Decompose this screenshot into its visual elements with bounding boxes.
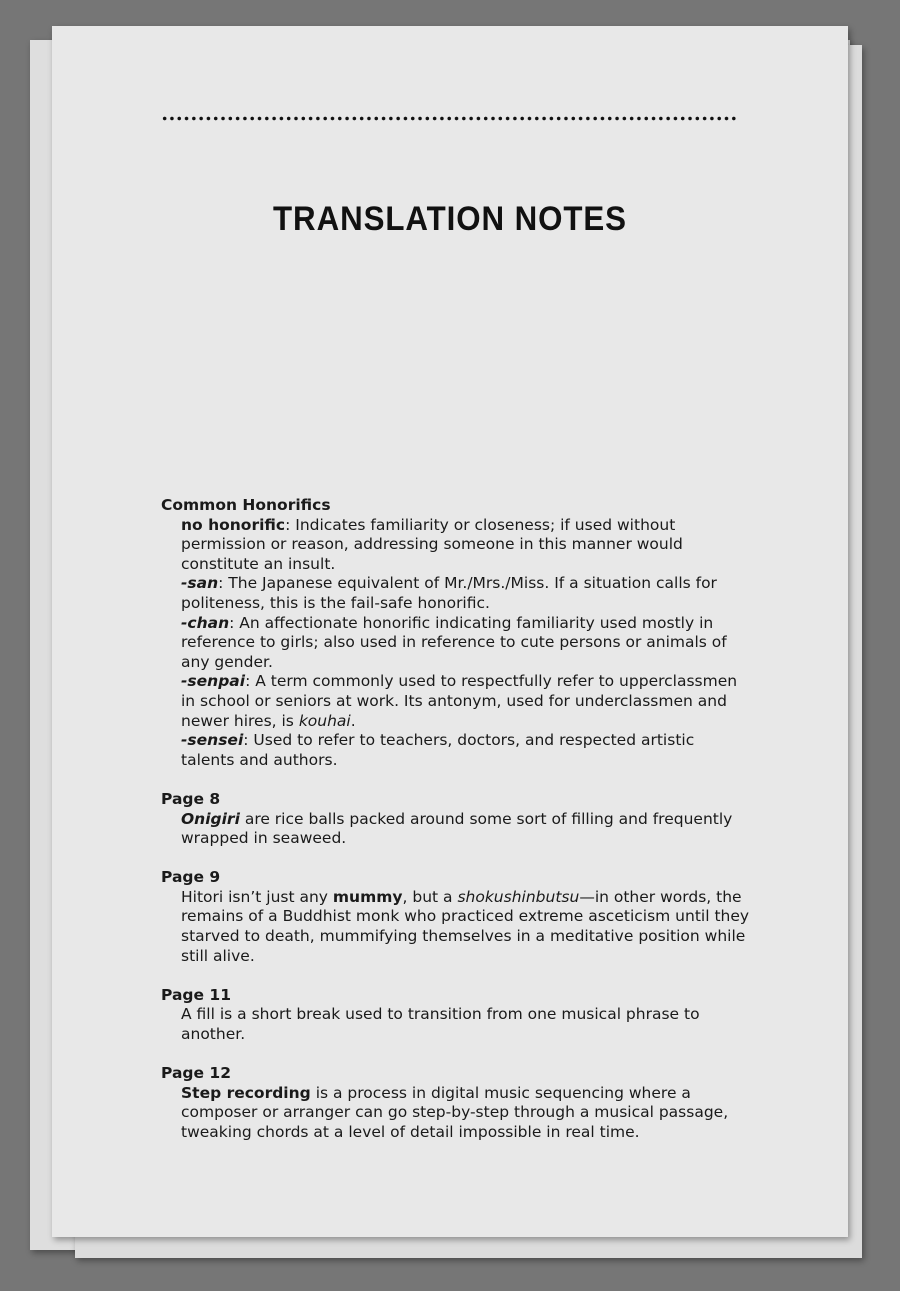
note-body: are rice balls packed around some sort of filling and frequently wrapped in seaweed. bbox=[181, 809, 733, 848]
term: -sensei bbox=[181, 731, 244, 750]
definition: : Indicates familiarity or closeness; if used without permission or reason, addressing someone in this manner would constitute an insult. bbox=[181, 515, 683, 573]
emphasis: shokushinbutsu bbox=[457, 887, 580, 906]
honorific-item bbox=[161, 574, 751, 613]
note-body: Hitori isn’t just any bbox=[181, 887, 333, 906]
page-title: TRANSLATION NOTES bbox=[273, 200, 627, 238]
note-text: A fill is a short break used to transition from one musical phrase to another. bbox=[181, 1005, 700, 1044]
honorific-item bbox=[161, 672, 751, 731]
term: -san bbox=[181, 574, 219, 593]
note-text bbox=[161, 1084, 751, 1143]
definition: : Used to refer to teachers, doctors, and respected artistic talents and authors. bbox=[181, 731, 695, 769]
note-text bbox=[161, 888, 751, 966]
honorific-item bbox=[161, 614, 751, 673]
term: -chan bbox=[181, 613, 230, 632]
definition: : A term commonly used to respectfully refer to upperclassmen in school or seniors at work. Its antonym, used for underclassmen and newer hires, is bbox=[181, 672, 738, 730]
term: Step recording bbox=[181, 1083, 311, 1102]
note-page-9 bbox=[161, 868, 751, 966]
dotted-divider bbox=[161, 116, 739, 121]
note-page-12 bbox=[161, 1064, 751, 1142]
note-heading: Page 12 bbox=[161, 1064, 231, 1083]
term: -senpai bbox=[181, 672, 246, 691]
definition: : An affectionate honorific indicating familiarity used mostly in reference to girls; also used in reference to cute persons or animals of any gender. bbox=[181, 613, 727, 671]
note-body: —in other words, the remains of a Buddhist monk who practiced extreme asceticism until they starved to death, mummifying themselves in a meditative position while still alive. bbox=[181, 887, 750, 965]
note-heading: Page 11 bbox=[161, 985, 231, 1004]
definition-end: . bbox=[350, 711, 356, 730]
note-page-8 bbox=[161, 790, 751, 849]
note-page-11 bbox=[161, 986, 751, 1045]
term: Onigiri bbox=[181, 809, 240, 828]
notes-content bbox=[161, 496, 751, 1162]
note-heading: Page 9 bbox=[161, 868, 221, 887]
note-body: is a process in digital music sequencing where a composer or arranger can go step-by-step through a musical passage, tweaking chords at a level of detail impossible in real time. bbox=[181, 1083, 729, 1141]
definition: : The Japanese equivalent of Mr./Mrs./Miss. If a situation calls for politeness, this is the fail-safe honorific. bbox=[181, 574, 717, 612]
note-body: , but a bbox=[402, 887, 458, 906]
section-heading: Common Honorifics bbox=[161, 496, 331, 514]
honorifics-section bbox=[161, 496, 751, 770]
honorific-item bbox=[161, 731, 751, 770]
note-text bbox=[161, 810, 751, 849]
emphasis: kouhai bbox=[298, 711, 351, 730]
note-heading: Page 8 bbox=[161, 789, 221, 808]
term: no honorific bbox=[181, 515, 286, 534]
term: mummy bbox=[332, 887, 403, 906]
honorific-item bbox=[161, 516, 751, 575]
